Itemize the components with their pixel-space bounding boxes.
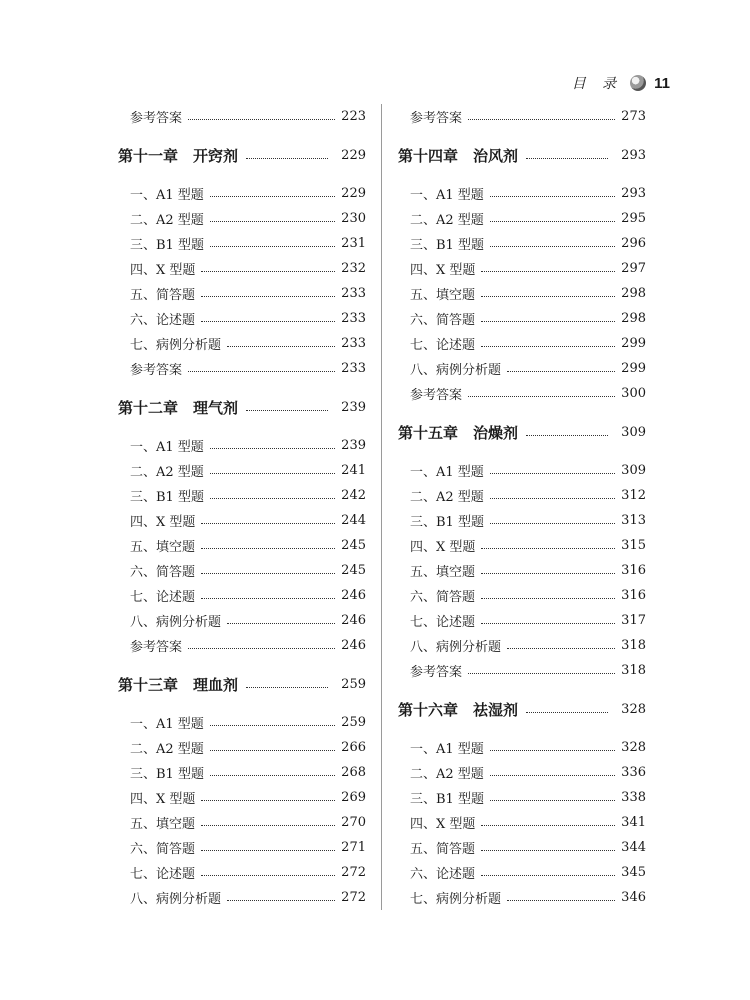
dot-leader <box>210 750 335 751</box>
page-ref: 341 <box>621 815 646 830</box>
dot-leader <box>188 119 335 120</box>
dot-leader <box>201 825 335 826</box>
toc-entry[interactable] <box>118 633 366 658</box>
toc-entry[interactable] <box>398 533 646 558</box>
dot-leader <box>526 158 608 159</box>
entry-title: 七、病例分析题 <box>410 892 502 907</box>
entry-title: 参考答案 <box>410 388 463 403</box>
toc-entry[interactable] <box>118 533 366 558</box>
page-ref: 244 <box>341 513 366 528</box>
page-ref: 328 <box>621 701 646 717</box>
dot-leader <box>210 498 335 499</box>
entry-title: 五、填空题 <box>130 817 196 832</box>
toc-entry[interactable] <box>118 331 366 356</box>
entry-title: 二、A2 型题 <box>410 490 484 505</box>
page-ref: 233 <box>341 361 366 376</box>
dot-leader <box>481 623 615 624</box>
entry-title: 五、填空题 <box>130 540 196 555</box>
toc-entry[interactable] <box>118 306 366 331</box>
dot-leader <box>481 296 615 297</box>
dot-leader <box>481 271 615 272</box>
toc-entry[interactable] <box>118 710 366 735</box>
entry-title: 八、病例分析题 <box>410 363 502 378</box>
dot-leader <box>201 296 335 297</box>
dot-leader <box>246 158 328 159</box>
dot-leader <box>481 825 615 826</box>
dot-leader <box>490 750 615 751</box>
chapter-title: 第十二章 理气剂 <box>118 398 239 417</box>
dot-leader <box>468 673 615 674</box>
page-ref: 318 <box>621 638 646 653</box>
entry-title: 四、X 型题 <box>130 263 196 278</box>
entry-title: 一、A1 型题 <box>410 742 484 757</box>
dot-leader <box>201 548 335 549</box>
entry-title: 四、X 型题 <box>410 263 476 278</box>
page-ref: 233 <box>341 311 366 326</box>
toc-entry[interactable] <box>118 181 366 206</box>
running-header <box>572 72 670 94</box>
page-ref: 246 <box>341 638 366 653</box>
page-ref: 317 <box>621 613 646 628</box>
toc-entry[interactable] <box>398 558 646 583</box>
toc-right-column <box>398 104 646 910</box>
toc-entry[interactable] <box>118 785 366 810</box>
toc-entry[interactable] <box>118 206 366 231</box>
entry-title: 七、病例分析题 <box>130 338 222 353</box>
toc-entry[interactable] <box>398 885 646 910</box>
page-ref: 241 <box>341 463 366 478</box>
page-ref: 232 <box>341 261 366 276</box>
toc-chapter-heading[interactable] <box>118 658 366 710</box>
page-ref: 239 <box>341 399 366 415</box>
dot-leader <box>507 900 615 901</box>
toc-chapter-heading[interactable] <box>398 406 646 458</box>
dot-leader <box>201 573 335 574</box>
page-ref: 297 <box>621 261 646 276</box>
entry-title: 五、填空题 <box>410 565 476 580</box>
entry-title: 一、A1 型题 <box>130 440 204 455</box>
page-ref: 259 <box>341 715 366 730</box>
toc-entry[interactable] <box>118 483 366 508</box>
entry-title: 一、A1 型题 <box>410 465 484 480</box>
column-divider <box>381 104 382 910</box>
page-ref: 293 <box>621 186 646 201</box>
entry-title: 六、论述题 <box>410 867 476 882</box>
entry-title: 二、A2 型题 <box>410 213 484 228</box>
entry-title: 三、B1 型题 <box>410 238 484 253</box>
page-ref: 309 <box>621 424 646 440</box>
dot-leader <box>201 800 335 801</box>
entry-title: 五、简答题 <box>410 842 476 857</box>
dot-leader <box>490 775 615 776</box>
toc-entry[interactable] <box>118 860 366 885</box>
page-ref: 312 <box>621 488 646 503</box>
dot-leader <box>481 346 615 347</box>
page-ref: 272 <box>341 865 366 880</box>
entry-title: 三、B1 型题 <box>130 767 204 782</box>
dot-leader <box>210 725 335 726</box>
page-ref: 300 <box>621 386 646 401</box>
chapter-title: 第十四章 治风剂 <box>398 146 519 165</box>
toc-entry[interactable] <box>118 558 366 583</box>
dot-leader <box>246 410 328 411</box>
toc-entry[interactable] <box>118 885 366 910</box>
entry-title: 七、论述题 <box>130 867 196 882</box>
dot-leader <box>490 196 615 197</box>
toc-entry[interactable] <box>398 381 646 406</box>
page-ref: 230 <box>341 211 366 226</box>
toc-chapter-heading[interactable] <box>398 683 646 735</box>
toc-entry[interactable] <box>398 256 646 281</box>
dot-leader <box>246 687 328 688</box>
dot-leader <box>227 900 335 901</box>
page-ref: 298 <box>621 311 646 326</box>
dot-leader <box>481 850 615 851</box>
dot-leader <box>490 473 615 474</box>
toc-entry[interactable] <box>398 760 646 785</box>
chapter-title: 第十一章 开窍剂 <box>118 146 239 165</box>
page-ref: 345 <box>621 865 646 880</box>
entry-title: 参考答案 <box>130 111 183 126</box>
toc-entry[interactable] <box>118 356 366 381</box>
dot-leader <box>227 623 335 624</box>
dot-leader <box>210 221 335 222</box>
page-ref: 293 <box>621 147 646 163</box>
toc-entry[interactable] <box>398 356 646 381</box>
dot-leader <box>201 598 335 599</box>
toc-entry[interactable] <box>398 231 646 256</box>
toc-entry[interactable] <box>398 835 646 860</box>
entry-title: 三、B1 型题 <box>130 490 204 505</box>
toc-chapter-heading[interactable] <box>398 129 646 181</box>
page-ref: 239 <box>341 438 366 453</box>
dot-leader <box>210 775 335 776</box>
dot-leader <box>210 246 335 247</box>
toc-entry[interactable] <box>398 458 646 483</box>
toc-entry[interactable] <box>398 608 646 633</box>
entry-title: 七、论述题 <box>130 590 196 605</box>
page-ref: 346 <box>621 890 646 905</box>
page-ref: 233 <box>341 336 366 351</box>
page-ref: 231 <box>341 236 366 251</box>
page-ref: 246 <box>341 613 366 628</box>
entry-title: 六、简答题 <box>130 565 196 580</box>
page-ref: 259 <box>341 676 366 692</box>
page-ref: 295 <box>621 211 646 226</box>
toc-entry[interactable] <box>398 206 646 231</box>
entry-title: 六、论述题 <box>130 313 196 328</box>
page-ref: 344 <box>621 840 646 855</box>
toc-entry[interactable] <box>398 104 646 129</box>
entry-title: 二、A2 型题 <box>130 742 204 757</box>
dot-leader <box>481 598 615 599</box>
entry-title: 参考答案 <box>130 640 183 655</box>
dot-leader <box>210 196 335 197</box>
dot-leader <box>227 346 335 347</box>
page-ref: 266 <box>341 740 366 755</box>
entry-title: 一、A1 型题 <box>130 188 204 203</box>
entry-title: 六、简答题 <box>410 590 476 605</box>
dot-leader <box>481 548 615 549</box>
page-ref: 229 <box>341 186 366 201</box>
dot-leader <box>201 850 335 851</box>
toc-left-column <box>118 104 366 910</box>
dot-leader <box>481 321 615 322</box>
dot-leader <box>490 221 615 222</box>
toc-entry[interactable] <box>398 785 646 810</box>
toc-entry[interactable] <box>118 458 366 483</box>
chapter-title: 第十五章 治燥剂 <box>398 423 519 442</box>
entry-title: 一、A1 型题 <box>410 188 484 203</box>
toc-entry[interactable] <box>118 835 366 860</box>
page-ref: 269 <box>341 790 366 805</box>
toc-entry[interactable] <box>118 810 366 835</box>
dot-leader <box>526 712 608 713</box>
dot-leader <box>526 435 608 436</box>
page-ref: 313 <box>621 513 646 528</box>
dot-leader <box>201 271 335 272</box>
dot-leader <box>201 523 335 524</box>
toc-entry[interactable] <box>118 735 366 760</box>
entry-title: 参考答案 <box>410 665 463 680</box>
toc-entry[interactable] <box>398 281 646 306</box>
page-ref: 316 <box>621 588 646 603</box>
entry-title: 六、简答题 <box>410 313 476 328</box>
entry-title: 八、病例分析题 <box>130 615 222 630</box>
dot-leader <box>490 246 615 247</box>
page-ref: 246 <box>341 588 366 603</box>
page-ref: 309 <box>621 463 646 478</box>
dot-leader <box>490 523 615 524</box>
book-logo-icon <box>630 75 646 91</box>
page-ref: 328 <box>621 740 646 755</box>
dot-leader <box>468 119 615 120</box>
page-ref: 315 <box>621 538 646 553</box>
entry-title: 二、A2 型题 <box>410 767 484 782</box>
page-ref: 245 <box>341 563 366 578</box>
toc-entry[interactable] <box>398 508 646 533</box>
entry-title: 三、B1 型题 <box>130 238 204 253</box>
toc-entry[interactable] <box>118 583 366 608</box>
toc-chapter-heading[interactable] <box>118 129 366 181</box>
entry-title: 参考答案 <box>130 363 183 378</box>
dot-leader <box>507 648 615 649</box>
entry-title: 二、A2 型题 <box>130 465 204 480</box>
page-ref: 229 <box>341 147 366 163</box>
entry-title: 六、简答题 <box>130 842 196 857</box>
page-number: 11 <box>654 74 670 92</box>
toc-entry[interactable] <box>118 608 366 633</box>
dot-leader <box>210 473 335 474</box>
page-ref: 336 <box>621 765 646 780</box>
entry-title: 四、X 型题 <box>410 817 476 832</box>
dot-leader <box>210 448 335 449</box>
toc-entry[interactable] <box>118 256 366 281</box>
page-ref: 316 <box>621 563 646 578</box>
dot-leader <box>468 396 615 397</box>
toc-entry[interactable] <box>398 331 646 356</box>
entry-title: 三、B1 型题 <box>410 515 484 530</box>
entry-title: 四、X 型题 <box>410 540 476 555</box>
entry-title: 五、简答题 <box>130 288 196 303</box>
dot-leader <box>188 371 335 372</box>
entry-title: 四、X 型题 <box>130 515 196 530</box>
page-ref: 245 <box>341 538 366 553</box>
dot-leader <box>481 875 615 876</box>
entry-title: 七、论述题 <box>410 615 476 630</box>
page-ref: 296 <box>621 236 646 251</box>
dot-leader <box>490 800 615 801</box>
entry-title: 八、病例分析题 <box>130 892 222 907</box>
chapter-title: 第十六章 祛湿剂 <box>398 700 519 719</box>
toc-entry[interactable] <box>118 231 366 256</box>
entry-title: 一、A1 型题 <box>130 717 204 732</box>
dot-leader <box>507 371 615 372</box>
page-ref: 299 <box>621 361 646 376</box>
entry-title: 四、X 型题 <box>130 792 196 807</box>
page-ref: 299 <box>621 336 646 351</box>
toc-chapter-heading[interactable] <box>118 381 366 433</box>
page-ref: 242 <box>341 488 366 503</box>
chapter-title: 第十三章 理血剂 <box>118 675 239 694</box>
toc-entry[interactable] <box>398 860 646 885</box>
entry-title: 七、论述题 <box>410 338 476 353</box>
page-ref: 338 <box>621 790 646 805</box>
toc-entry[interactable] <box>398 810 646 835</box>
dot-leader <box>188 648 335 649</box>
page-ref: 223 <box>341 109 366 124</box>
page-ref: 233 <box>341 286 366 301</box>
toc-entry[interactable] <box>398 658 646 683</box>
entry-title: 参考答案 <box>410 111 463 126</box>
dot-leader <box>490 498 615 499</box>
toc-entry[interactable] <box>118 104 366 129</box>
page-ref: 272 <box>341 890 366 905</box>
toc-entry[interactable] <box>398 181 646 206</box>
dot-leader <box>481 573 615 574</box>
toc-entry[interactable] <box>118 433 366 458</box>
page-ref: 270 <box>341 815 366 830</box>
entry-title: 五、填空题 <box>410 288 476 303</box>
page-ref: 318 <box>621 663 646 678</box>
toc-entry[interactable] <box>398 483 646 508</box>
entry-title: 二、A2 型题 <box>130 213 204 228</box>
toc-entry[interactable] <box>118 760 366 785</box>
toc-entry[interactable] <box>118 281 366 306</box>
dot-leader <box>201 321 335 322</box>
page-ref: 268 <box>341 765 366 780</box>
toc-entry[interactable] <box>398 306 646 331</box>
toc-entry[interactable] <box>398 583 646 608</box>
dot-leader <box>201 875 335 876</box>
entry-title: 八、病例分析题 <box>410 640 502 655</box>
entry-title: 三、B1 型题 <box>410 792 484 807</box>
page-ref: 273 <box>621 109 646 124</box>
toc-entry[interactable] <box>398 633 646 658</box>
toc-entry[interactable] <box>118 508 366 533</box>
page-ref: 298 <box>621 286 646 301</box>
section-title: 目 录 <box>571 76 623 92</box>
toc-entry[interactable] <box>398 735 646 760</box>
page-ref: 271 <box>341 840 366 855</box>
